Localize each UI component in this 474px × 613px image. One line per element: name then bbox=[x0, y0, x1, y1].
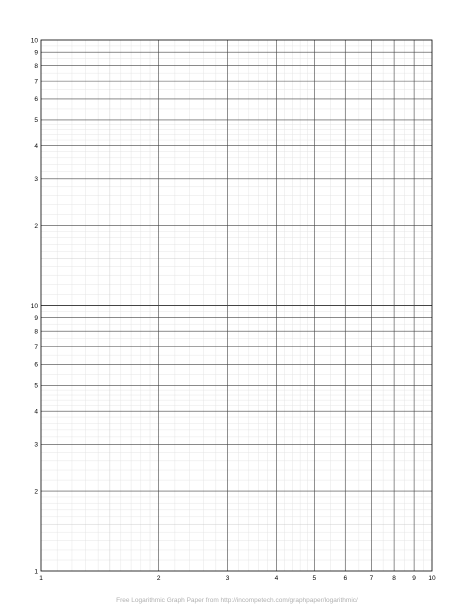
y-tick-label: 10 bbox=[30, 302, 38, 310]
major-grid-lines bbox=[41, 40, 432, 571]
y-tick-label: 7 bbox=[34, 78, 38, 86]
x-tick-label: 4 bbox=[274, 575, 279, 582]
y-tick-label: 8 bbox=[34, 63, 38, 71]
y-tick-label: 9 bbox=[34, 314, 38, 322]
x-tick-label: 2 bbox=[156, 575, 161, 582]
y-tick-label: 2 bbox=[34, 488, 38, 496]
x-tick-label: 6 bbox=[343, 575, 348, 582]
y-tick-label: 10 bbox=[30, 37, 38, 45]
footer-credit: Free Logarithmic Graph Paper from http://incompetech.com/graphpaper/logarithmic/ bbox=[116, 597, 358, 604]
y-axis-tick-labels bbox=[31, 37, 39, 575]
x-tick-label: 1 bbox=[39, 575, 43, 582]
y-tick-label: 5 bbox=[34, 382, 38, 390]
x-tick-label: 7 bbox=[369, 575, 374, 582]
y-tick-label: 4 bbox=[34, 142, 38, 150]
y-tick-label: 5 bbox=[34, 117, 38, 125]
y-tick-label: 3 bbox=[34, 176, 38, 184]
x-tick-label: 9 bbox=[412, 575, 416, 582]
y-tick-label: 8 bbox=[34, 328, 38, 336]
y-tick-label: 6 bbox=[34, 361, 38, 369]
x-tick-label: 10 bbox=[428, 575, 436, 582]
x-tick-label: 3 bbox=[225, 575, 230, 582]
y-tick-label: 7 bbox=[34, 343, 38, 351]
y-tick-label: 3 bbox=[34, 441, 38, 449]
x-axis-tick-labels bbox=[39, 575, 436, 582]
y-tick-label: 9 bbox=[34, 49, 38, 57]
y-tick-label: 1 bbox=[34, 568, 38, 576]
x-tick-label: 8 bbox=[392, 575, 396, 582]
y-tick-label: 4 bbox=[34, 408, 38, 416]
y-tick-label: 2 bbox=[34, 222, 38, 230]
x-tick-label: 5 bbox=[312, 575, 317, 582]
y-tick-label: 6 bbox=[34, 96, 38, 104]
